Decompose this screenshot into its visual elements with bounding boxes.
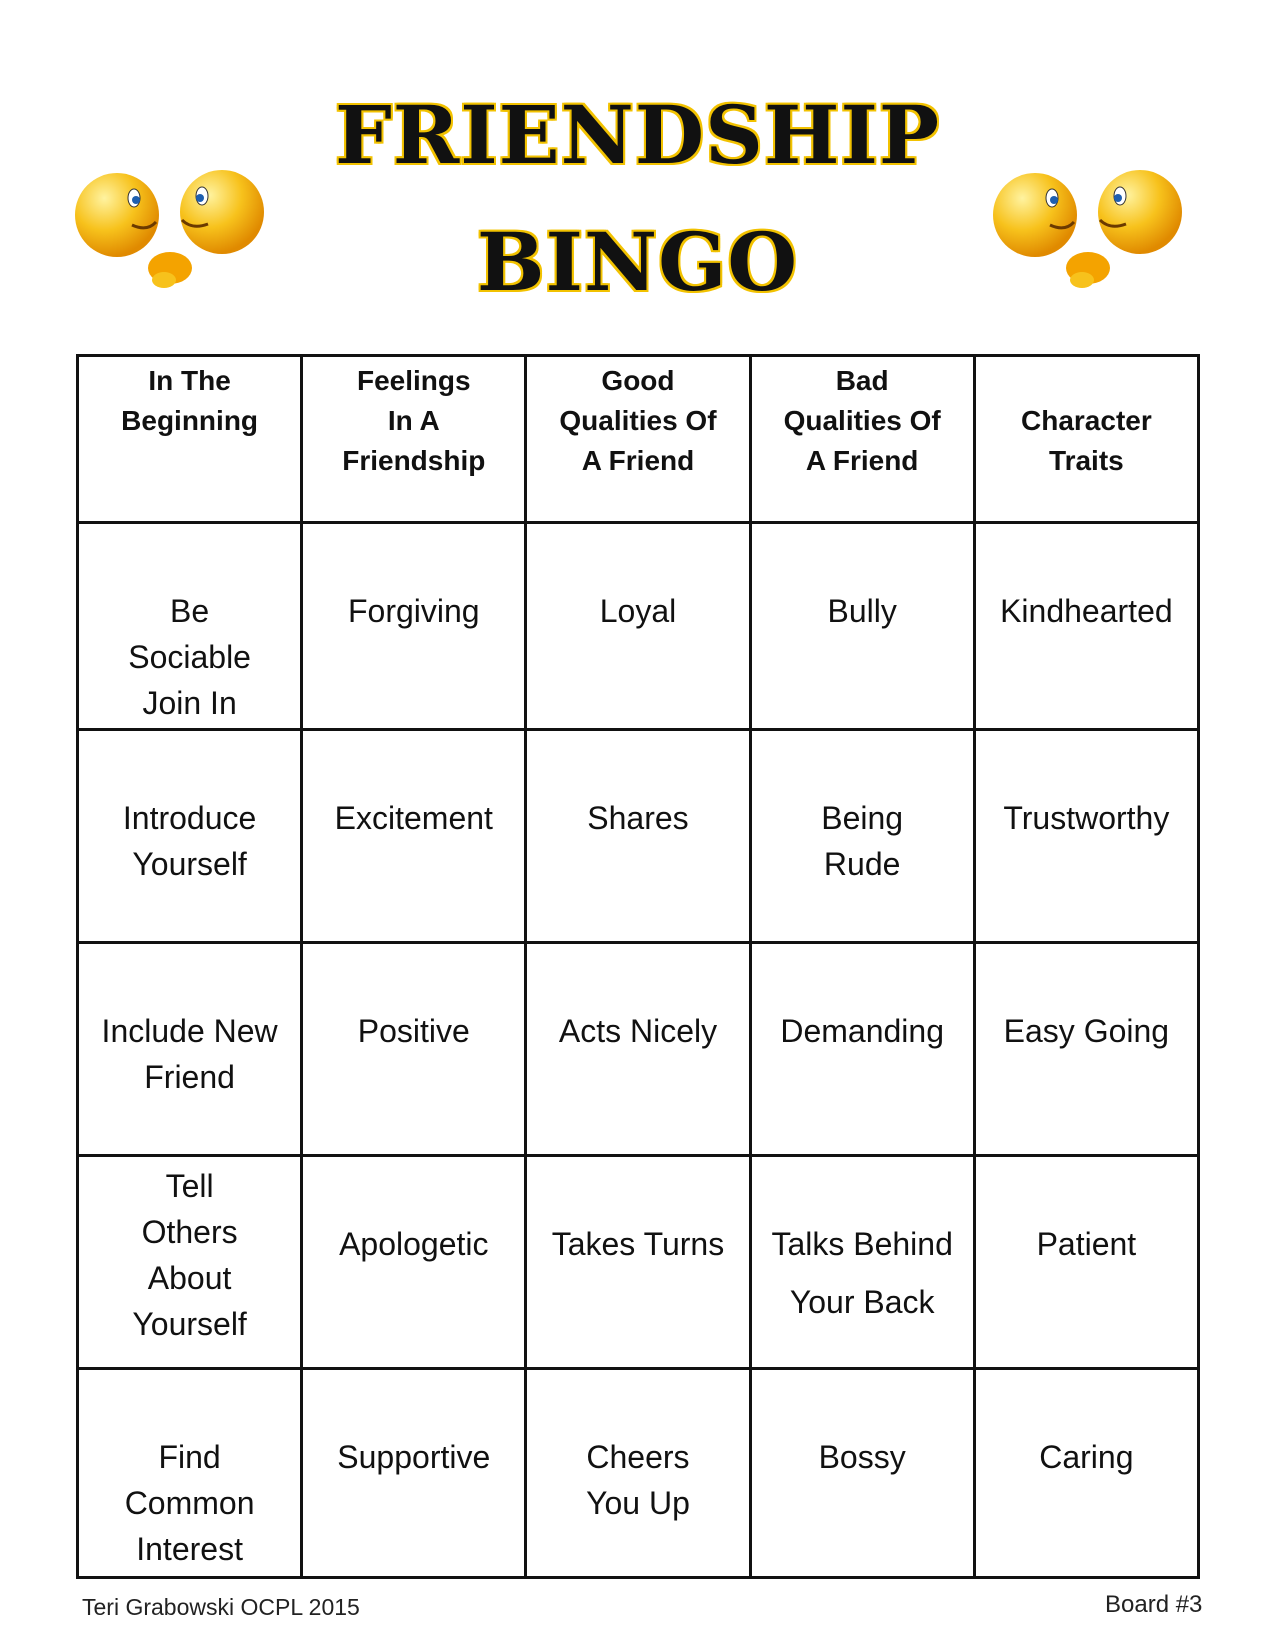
bingo-cell[interactable]: Talks Behind Your Back [750, 1156, 974, 1369]
bingo-cell[interactable]: Apologetic [302, 1156, 526, 1369]
table-row [78, 943, 1199, 1156]
bingo-cell[interactable]: Demanding [750, 943, 974, 1156]
bingo-cell[interactable]: Caring [974, 1369, 1198, 1578]
bingo-cell[interactable]: Be Sociable Join In [78, 523, 302, 730]
bingo-cell[interactable]: Introduce Yourself [78, 730, 302, 943]
handshake-emoji-icon [72, 170, 272, 300]
column-header-in-the-beginning: In The Beginning [78, 356, 302, 523]
header-row [78, 356, 1199, 523]
column-header-good-qualities: Good Qualities Of A Friend [526, 356, 750, 523]
table-row [78, 1369, 1199, 1578]
bingo-cell[interactable]: Excitement [302, 730, 526, 943]
bingo-cell[interactable]: Takes Turns [526, 1156, 750, 1369]
bingo-cell[interactable]: Loyal [526, 523, 750, 730]
bingo-cell[interactable]: Acts Nicely [526, 943, 750, 1156]
bingo-cell[interactable]: Shares [526, 730, 750, 943]
table-row [78, 730, 1199, 943]
bingo-cell[interactable]: Forgiving [302, 523, 526, 730]
bingo-cell[interactable]: Being Rude [750, 730, 974, 943]
bingo-cell[interactable]: Positive [302, 943, 526, 1156]
bingo-cell[interactable]: Bossy [750, 1369, 974, 1578]
board-number: Board #3 [1105, 1591, 1203, 1618]
bingo-cell[interactable]: Patient [974, 1156, 1198, 1369]
column-header-bad-qualities: Bad Qualities Of A Friend [750, 356, 974, 523]
bingo-cell[interactable]: Bully [750, 523, 974, 730]
table-row [78, 1156, 1199, 1369]
bingo-cell[interactable]: Cheers You Up [526, 1369, 750, 1578]
bingo-cell[interactable]: Include New Friend [78, 943, 302, 1156]
bingo-cell[interactable]: Find Common Interest [78, 1369, 302, 1578]
column-header-character-traits: Character Traits [974, 356, 1198, 523]
table-row [78, 523, 1199, 730]
bingo-cell[interactable]: Kindhearted [974, 523, 1198, 730]
handshake-emoji-icon [990, 170, 1190, 300]
bingo-cell[interactable]: Tell Others About Yourself [78, 1156, 302, 1369]
bingo-cell[interactable]: Easy Going [974, 943, 1198, 1156]
bingo-cell[interactable]: Supportive [302, 1369, 526, 1578]
bingo-cell[interactable]: Trustworthy [974, 730, 1198, 943]
column-header-feelings: Feelings In A Friendship [302, 356, 526, 523]
bingo-board [76, 354, 1200, 1579]
page-subtitle: BINGO [476, 215, 799, 309]
author-credit: Teri Grabowski OCPL 2015 [82, 1594, 360, 1620]
page-title: FRIENDSHIP [334, 88, 941, 182]
